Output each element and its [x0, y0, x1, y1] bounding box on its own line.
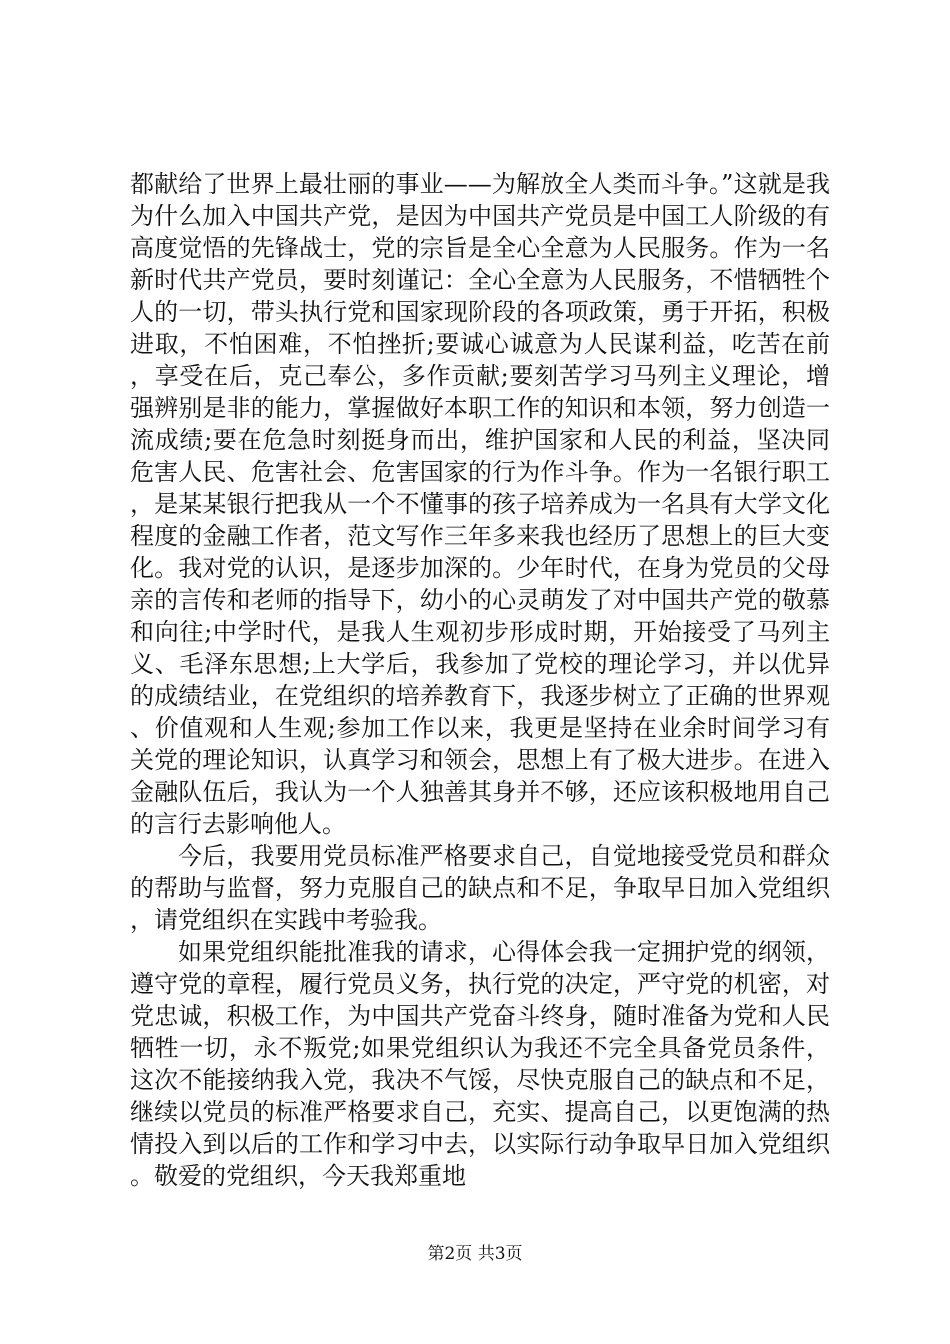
paragraph-2: 今后，我要用党员标准严格要求自己，自觉地接受党员和群众的帮助与监督，努力克服自己的缺点和不足，争取早日加入党组织，请党组织在实践中考验我。 [130, 842, 830, 934]
document-body [130, 168, 830, 1192]
page-number-footer: 第2页 共3页 [427, 1244, 523, 1264]
paragraph-1: 都献给了世界上最壮丽的事业——为解放全人类而斗争。”这就是我为什么加入中国共产党，是因为中国共产党员是中国工人阶级的有高度觉悟的先锋战士，党的宗旨是全心全意为人民服务。作为一名新时代共产党员，要时刻谨记：全心全意为人民服务，不惜牺牲个人的一切，带头执行党和国家现阶段的各项政策，勇于开拓，积极进取，不怕困难，不怕挫折;要诚心诚意为人民谋利益，吃苦在前，享受在后，克己奉公，多作贡献;要刻苦学习马列主义理论，增强辨别是非的能力，掌握做好本职工作的知识和本领，努力创造一流成绩;要在危急时刻挺身而出，维护国家和人民的利益，坚决同危害人民、危害社会、危害国家的行为作斗争。作为一名银行职工，是某某银行把我从一个不懂事的孩子培养成为一名具有大学文化程度的金融工作者，范文写作三年多来我也经历了思想上的巨大变化。我对党的认识，是逐步加深的。少年时代，在身为党员的父母亲的言传和老师的指导下，幼小的心灵萌发了对中国共产党的敬慕和向往;中学时代，是我人生观初步形成时期，开始接受了马列主义、毛泽东思想;上大学后，我参加了党校的理论学习，并以优异的成绩结业，在党组织的培养教育下，我逐步树立了正确的世界观、价值观和人生观;参加工作以来，我更是坚持在业余时间学习有关党的理论知识，认真学习和领会，思想上有了极大进步。在进入金融队伍后，我认为一个人独善其身并不够，还应该积极地用自己的言行去影响他人。 [130, 170, 830, 838]
paragraph-3: 如果党组织能批准我的请求，心得体会我一定拥护党的纲领，遵守党的章程，履行党员义务，执行党的决定，严守党的机密，对党忠诚，积极工作，为中国共产党奋斗终身，随时准备为党和人民牺牲一切，永不叛党;如果党组织认为我还不完全具备党员条件，这次不能接纳我入党，我决不气馁，尽快克服自己的缺点和不足，继续以党员的标准严格要求自己，充实、提高自己，以更饱满的热情投入到以后的工作和学习中去，以实际行动争取早日加入党组织。敬爱的党组织，今天我郑重地 [130, 938, 830, 1190]
